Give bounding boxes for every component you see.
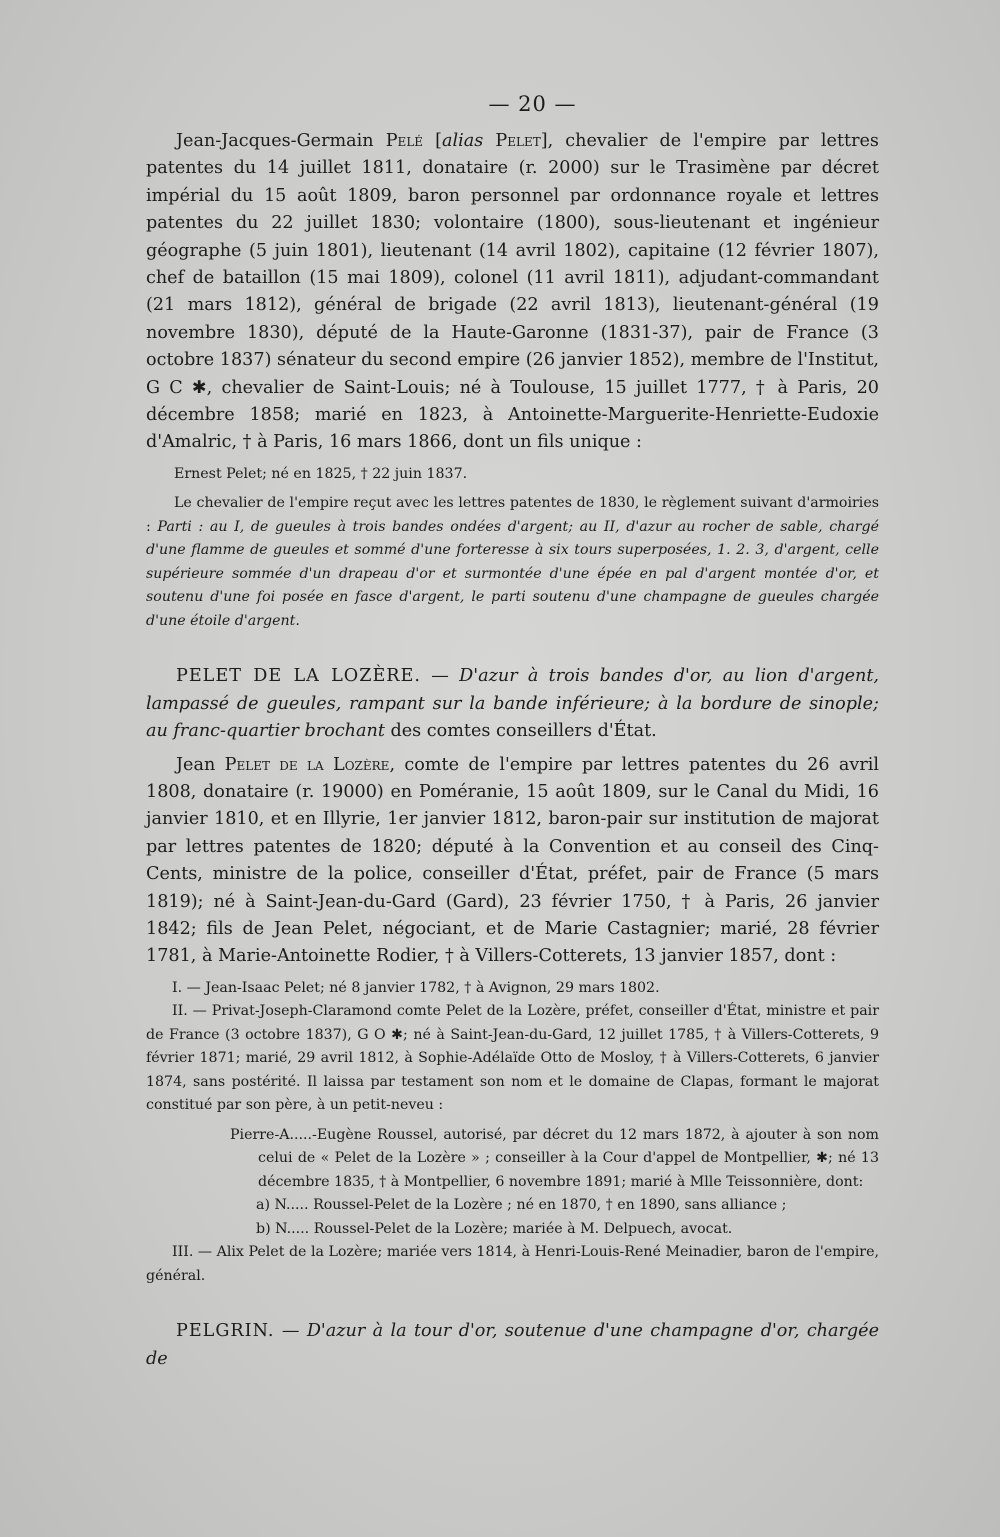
- pele-entry: [146, 128, 879, 457]
- pelgrin-heading: [146, 1318, 879, 1373]
- pele-child: Ernest Pelet; né en 1825, † 22 juin 1837.: [174, 465, 468, 482]
- lozere-child-3: III. — Alix Pelet de la Lozère; mariée vers 1814, à Henri-Louis-René Meinadier, baron de l'empire, général.: [146, 1244, 879, 1284]
- pele-arms-intro: Le chevalier de l'empire reçut avec les lettres patentes de 1830, le règlement suivant d'armoiries :: [146, 495, 879, 535]
- lozere-grandnephew-text: Pierre-A.....-Eugène Roussel, autorisé, par décret du 12 mars 1872, à ajouter à son nom celui de « Pelet de la Lozère » ; conseiller à la Cour d'appel de Montpellier, ✱; né 13 décembre 1835, † à Montpellier, 6 novembre 1891; marié à Mlle Teissonnière, dont:: [230, 1126, 879, 1190]
- lozere-child-1: I. — Jean-Isaac Pelet; né 8 janvier 1782, † à Avignon, 29 mars 1802.: [172, 979, 660, 996]
- pele-alias-word: alias: [442, 131, 484, 151]
- lozere-item-b: b) N..... Roussel-Pelet de la Lozère; mariée à M. Delpuech, avocat.: [256, 1220, 733, 1237]
- lozere-name-first: Jean: [176, 754, 225, 775]
- lozere-heading-blazon: D'azur à trois bandes d'or, au lion d'argent, lampassé de gueules, rampant sur la bande inférieure; à la bordure de sinople; au franc-quartier brochant: [146, 666, 879, 742]
- lozere-item-a: a) N..... Roussel-Pelet de la Lozère ; né en 1870, † en 1890, sans alliance ;: [256, 1197, 787, 1214]
- lozere-name-sc: Pelet de la Lozère: [224, 754, 390, 775]
- lozere-body: , comte de l'empire par lettres patentes du 26 avril 1808, donataire (r. 19000) en Poméranie, 15 août 1809, sur le Canal du Midi, 16 janvier 1810, et en Illyrie, 1er janvier 1812, baron-pair sur institution de majorat par lettres patentes de 1820; député à la Convention et au conseil des Cinq-Cents, ministre de la police, conseiller d'État, préfet, pair de France (5 mars 1819); né à Saint-Jean-du-Gard (Gard), 23 février 1750, † à Paris, 26 janvier 1842; fils de Jean Pelet, négociant, et de Marie Castagnier; marié, 28 février 1781, à Marie-Antoinette Rodier, † à Villers-Cotterets, 13 janvier 1857, dont :: [146, 754, 879, 967]
- pele-body: ], chevalier de l'empire par lettres patentes du 14 juillet 1811, donataire (r. 2000) sur le Trasimène par décret impérial du 15 août 1809, baron personnel par ordonnance royale et lettres patentes du 22 juillet 1830; volontaire (1800), sous-lieutenant et ingénieur géographe (5 juin 1801), lieutenant (14 avril 1802), capitaine (12 février 1807), chef de bataillon (15 mai 1809), colonel (11 avril 1811), adjudant-commandant (21 mars 1812), général de brigade (22 avril 1813), lieutenant-général (19 novembre 1830), député de la Haute-Garonne (1831-37), pair de France (3 octobre 1837) sénateur du second empire (26 janvier 1852), membre de l'Institut, G C ✱, chevalier de Saint-Louis; né à Toulouse, 15 juillet 1777, † à Paris, 20 décembre 1858; marié en 1823, à Antoinette-Marguerite-Henriette-Eudoxie d'Amalric, † à Paris, 16 mars 1866, dont un fils unique :: [146, 131, 879, 453]
- pelgrin-name: PELGRIN.: [176, 1321, 275, 1342]
- lozere-heading-dash: —: [420, 666, 460, 687]
- pele-alias-open: [: [423, 131, 443, 151]
- pelgrin-dash: —: [274, 1321, 307, 1342]
- pele-alias-name: Pelet: [483, 131, 541, 151]
- page-number: — 20 —: [488, 92, 577, 116]
- lozere-heading-name: PELET DE LA LOZÈRE.: [176, 666, 421, 687]
- lozere-grandnephew: [230, 1124, 879, 1195]
- lozere-child-2: II. — Privat-Joseph-Claramond comte Pelet de la Lozère, préfet, conseiller d'État, ministre et pair de France (3 octobre 1837), G O ✱; né à Saint-Jean-du-Gard, 12 juillet 1785, † à Villers-Cotterets, 9 février 1871; marié, 29 avril 1812, à Sophie-Adélaïde Otto de Mosloy, † à Villers-Cotterets, 6 janvier 1874, sans postérité. Il laissa par testament son nom et le domaine de Clapas, formant le majorat constitué par son père, à un petit-neveu :: [146, 1003, 879, 1114]
- lozere-heading-tail: des comtes conseillers d'État.: [384, 721, 657, 742]
- pele-arms: [146, 492, 879, 633]
- pele-name-first: Jean-Jacques-Germain: [176, 131, 386, 151]
- pele-arms-text: Parti : au I, de gueules à trois bandes ondées d'argent; au II, d'azur au rocher de sable, chargé d'une flamme de gueules et sommé d'une forteresse à six tours superposées, 1. 2. 3, d'argent, celle supérieure sommée d'un drapeau d'or et surmontée d'une épée en pal d'argent montée d'or, et soutenu d'une foi posée en fasce d'argent, le parti soutenu d'une champagne de gueules chargée d'une étoile d'argent.: [146, 518, 879, 629]
- page-content: [146, 92, 879, 1373]
- lozere-entry: [146, 752, 879, 971]
- lozere-heading: [146, 663, 879, 745]
- pelgrin-blazon: D'azur à la tour d'or, soutenue d'une champagne d'or, chargée de: [146, 1321, 880, 1369]
- pele-name-sc: Pelé: [385, 131, 424, 151]
